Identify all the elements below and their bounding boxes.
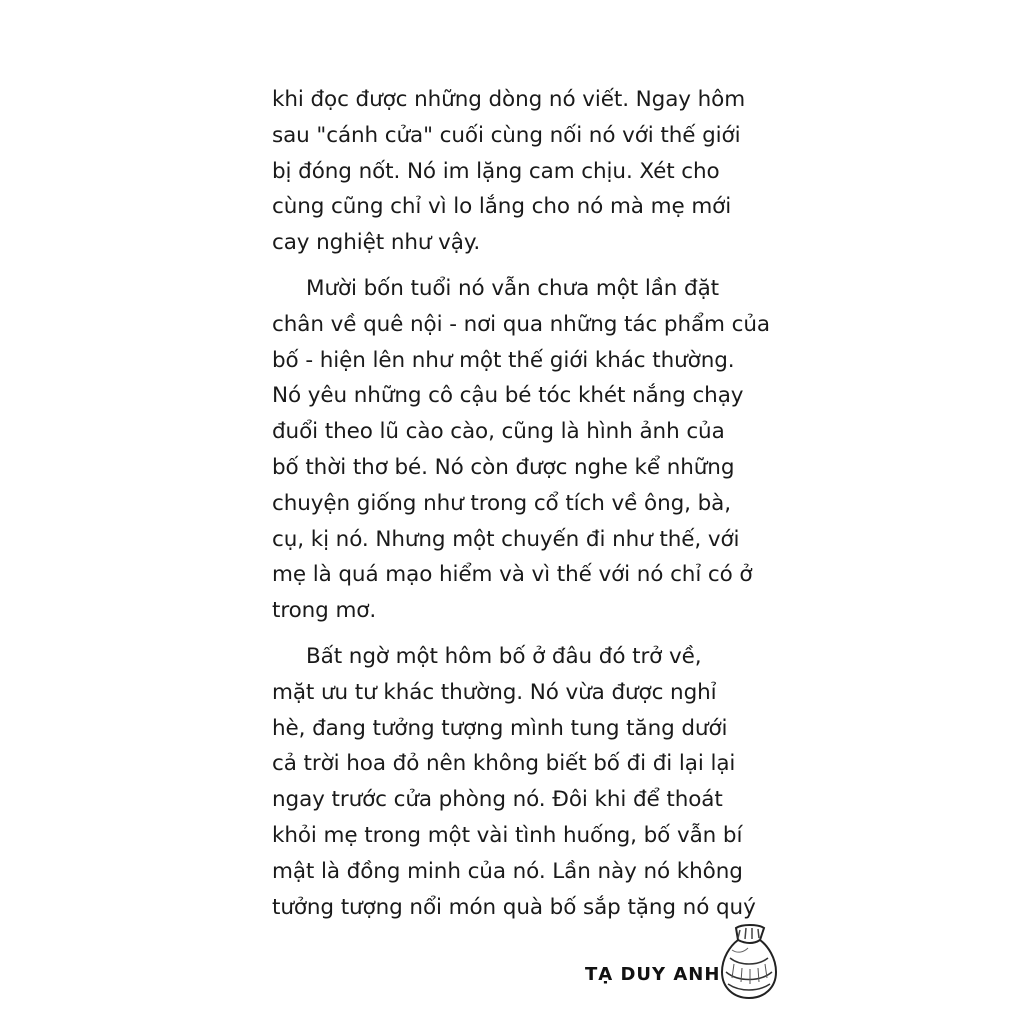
- text-line: cùng cũng chỉ vì lo lắng cho nó mà mẹ mới: [272, 194, 732, 220]
- text-line: Nó yêu những cô cậu bé tóc khét nắng chạy: [272, 383, 744, 409]
- text-line: mặt ưu tư khác thường. Nó vừa được nghỉ: [272, 679, 717, 705]
- text-line: tưởng tượng nổi món quà bố sắp tặng nó quý: [272, 894, 756, 920]
- text-line: ngay trước cửa phòng nó. Đôi khi để thoát: [272, 787, 723, 813]
- text-line: cụ, kị nó. Nhưng một chuyến đi như thế, với: [272, 526, 740, 552]
- text-line: khỏi mẹ trong một vài tình huống, bố vẫn bí: [272, 822, 743, 848]
- text-line: sau "cánh cửa" cuối cùng nối nó với thế giới: [272, 122, 741, 148]
- text-line: cả trời hoa đỏ nên không biết bố đi đi lại lại: [272, 751, 736, 777]
- text-line: trong mơ.: [272, 598, 377, 624]
- text-line: mật là đồng minh của nó. Lần này nó không: [272, 858, 743, 884]
- text-line: cay nghiệt như vậy.: [272, 230, 481, 256]
- paragraph: [272, 639, 756, 925]
- text-line: chuyện giống như trong cổ tích về ông, bà,: [272, 490, 731, 516]
- page-body: [272, 82, 770, 925]
- vase-ornament-icon: [718, 922, 780, 1002]
- text-line: mẹ là quá mạo hiểm và vì thế với nó chỉ có ở: [272, 562, 753, 588]
- paragraph: [272, 82, 746, 261]
- text-line: bố - hiện lên như một thế giới khác thường.: [272, 347, 735, 373]
- paragraph: [272, 271, 770, 629]
- text-line: bị đóng nốt. Nó im lặng cam chịu. Xét cho: [272, 158, 720, 184]
- text-line: hè, đang tưởng tượng mình tung tăng dưới: [272, 715, 728, 741]
- text-line: đuổi theo lũ cào cào, cũng là hình ảnh của: [272, 419, 725, 445]
- text-line: bố thời thơ bé. Nó còn được nghe kể những: [272, 454, 735, 480]
- text-line: Mười bốn tuổi nó vẫn chưa một lần đặt: [306, 275, 719, 301]
- text-line: chân về quê nội - nơi qua những tác phẩm của: [272, 311, 770, 337]
- text-line: Bất ngờ một hôm bố ở đâu đó trở về,: [306, 643, 702, 669]
- text-line: khi đọc được những dòng nó viết. Ngay hôm: [272, 87, 746, 112]
- footer-author: TẠ DUY ANH: [585, 964, 721, 985]
